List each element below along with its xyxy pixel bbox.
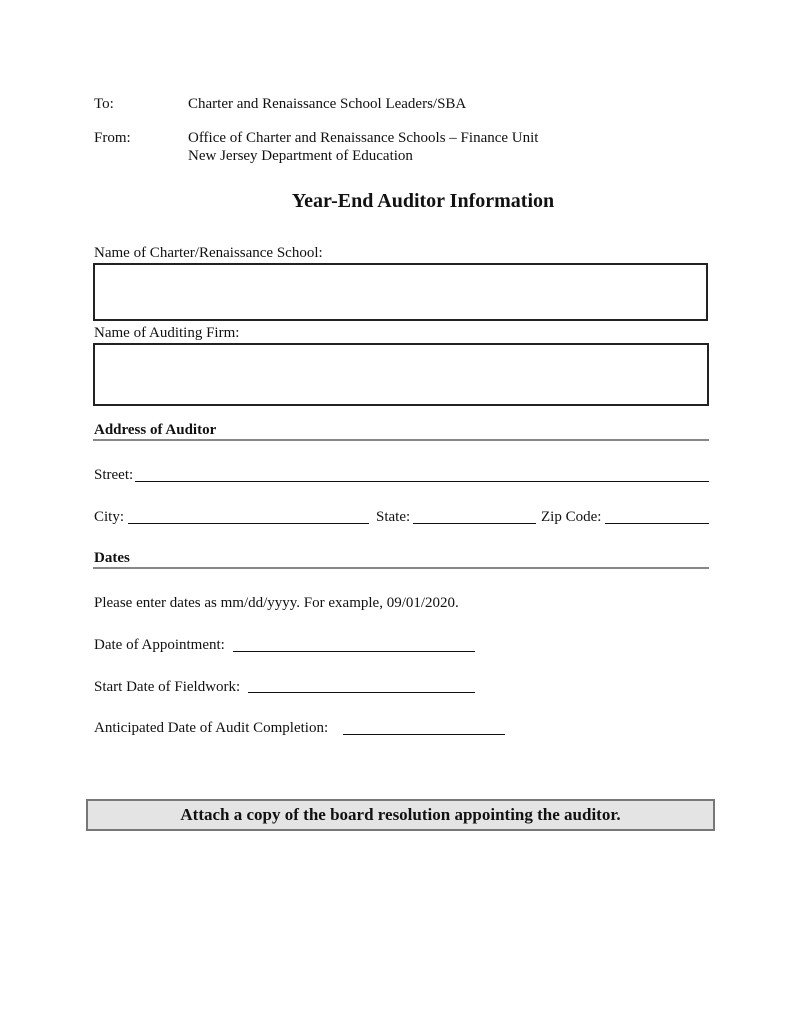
fieldwork-date-label: Start Date of Fieldwork:	[94, 679, 241, 695]
to-value: Charter and Renaissance School Leaders/SBA	[188, 96, 467, 112]
school-name-input[interactable]	[93, 263, 708, 321]
dates-instruction: Please enter dates as mm/dd/yyyy. For example, 09/01/2020.	[94, 595, 459, 611]
to-label: To:	[94, 96, 114, 112]
state-input[interactable]	[413, 523, 536, 524]
from-label: From:	[94, 130, 131, 146]
from-line-2: New Jersey Department of Education	[188, 148, 413, 164]
appointment-date-label: Date of Appointment:	[94, 637, 225, 653]
completion-date-input[interactable]	[343, 734, 505, 735]
board-resolution-note-text: Attach a copy of the board resolution appointing the auditor.	[180, 805, 621, 824]
city-input[interactable]	[128, 523, 369, 524]
address-heading: Address of Auditor	[94, 422, 217, 438]
street-input[interactable]	[135, 481, 709, 482]
city-label: City:	[94, 509, 125, 525]
board-resolution-note	[86, 799, 715, 831]
dates-divider	[93, 567, 709, 569]
auditing-firm-input[interactable]	[93, 343, 709, 406]
zip-code-input[interactable]	[605, 523, 709, 524]
page-title: Year-End Auditor Information	[291, 190, 555, 212]
dates-heading: Dates	[94, 550, 130, 566]
completion-date-label: Anticipated Date of Audit Completion:	[94, 720, 329, 736]
fieldwork-date-input[interactable]	[248, 692, 475, 693]
address-divider	[93, 439, 709, 441]
appointment-date-input[interactable]	[233, 651, 475, 652]
street-label: Street:	[94, 467, 134, 483]
state-label: State:	[376, 509, 411, 525]
zip-code-label: Zip Code:	[541, 509, 602, 525]
school-name-label: Name of Charter/Renaissance School:	[94, 245, 323, 261]
from-line-1: Office of Charter and Renaissance Schools – Finance Unit	[188, 130, 539, 146]
auditing-firm-label: Name of Auditing Firm:	[94, 325, 240, 341]
